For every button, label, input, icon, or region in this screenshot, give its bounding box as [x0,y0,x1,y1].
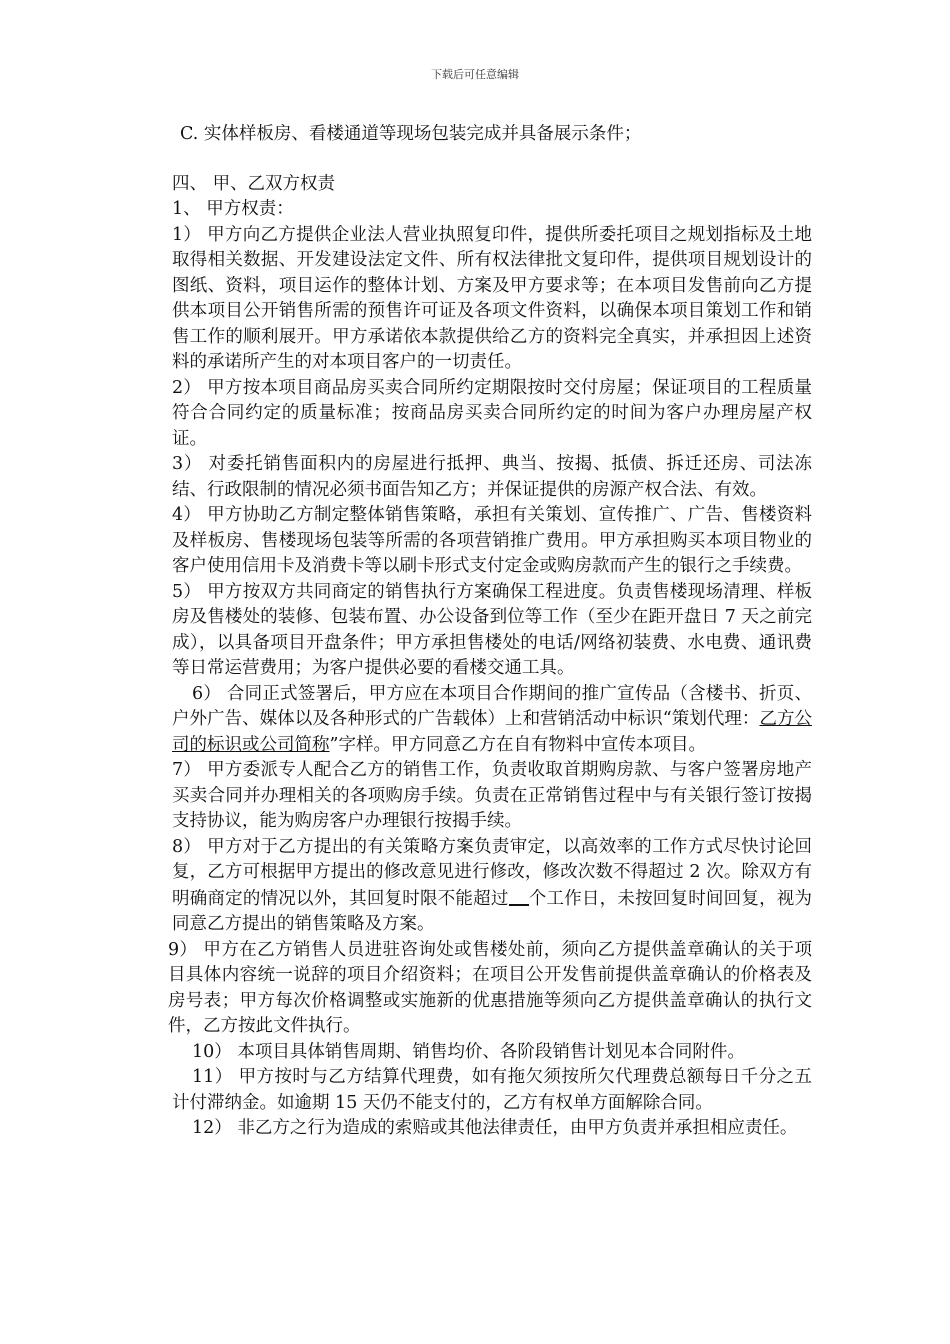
clause-6-text-a: 6） 合同正式签署后，甲方应在本项目合作期间的推广宣传品（含楼书、折页、户外广告、媒体以及各种形式的广告载体）上和营销活动中标识“策划代理： [172,683,812,729]
item-c: C. 实体样板房、看楼通道等现场包装完成并具备展示条件； [180,124,642,144]
clause-8-text-b: 个工作日，未按回复时间回复，视为同意乙方提出的销售策略及方案。 [172,888,813,934]
clause-3: 3） 对委托销售面积内的房屋进行抵押、典当、按揭、抵债、拆迁还房、司法冻结、行政限制的情况必须书面告知乙方；并保证提供的房源产权合法、有效。 [172,454,812,500]
clause-4: 4） 甲方协助乙方制定整体销售策略，承担有关策划、宣传推广、广告、售楼资料及样板房、售楼现场包装等所需的各项营销推广费用。甲方承担购买本项目物业的客户使用信用卡及消费卡等以刷卡形式支付定金或购房款而产生的银行之手续费。 [172,505,812,576]
clause-10: 10） 本项目具体销售周期、销售均价、各阶段销售计划见本合同附件。 [192,1041,745,1062]
clause-6-text-b: ”字样。甲方同意乙方在自有物料中宣传本项目。 [329,734,706,755]
agent-name-placeholder: 乙方公司的标识或公司简称 [172,709,812,755]
document-body [168,122,813,1142]
page-header: 下载后可任意编辑 [431,68,519,81]
clause-1: 1） 甲方向乙方提供企业法人营业执照复印件，提供所委托项目之规划指标及土地取得相关数据、开发建设法定文件、所有权法律批文复印件，提供项目规划设计的图纸、资料，项目运作的整体计划、方案及甲方要求等；在本项目发售前向乙方提供本项目公开销售所需的预售许可证及各项文件资料，以确保本项目策划工作和销售工作的顺利展开。甲方承诺依本款提供给乙方的资料完全真实，并承担因上述资料的承诺所产生的对本项目客户的一切责任。 [172,224,812,372]
clause-9: 9） 甲方在乙方销售人员进驻咨询处或售楼处前，须向乙方提供盖章确认的关于项目具体内容统一说辞的项目介绍资料；在项目公开发售前提供盖章确认的价格表及房号表；甲方每次价格调整或实施新的优惠措施等须向乙方提供盖章确认的执行文件，乙方按此文件执行。 [168,939,812,1036]
clause-5: 5） 甲方按双方共同商定的销售执行方案确保工程进度。负责售楼现场清理、样板房及售楼处的装修、包装布置、办公设备到位等工作（至少在距开盘日 7 天之前完成），以具备项目开盘条件；甲方承担售楼处的电话/网络初装费、水电费、通讯费等日常运营费用；为客户提供必要的看楼交通工具。 [172,581,812,678]
clause-7: 7） 甲方委派专人配合乙方的销售工作，负责收取首期购房款、与客户签署房地产买卖合同并办理相关的各项购房手续。负责在正常销售过程中与有关银行签订按揭支持协议，能为购房客户办理银行按揭手续。 [172,760,812,831]
clause-11: 11） 甲方按时与乙方结算代理费，如有拖欠须按所欠代理费总额每日千分之五计付滞纳金。如逾期 15 天仍不能支付的，乙方有权单方面解除合同。 [172,1067,812,1113]
section-4-title: 四、 甲、乙双方权责 [172,173,336,194]
clause-6 [172,682,812,759]
clause-2: 2） 甲方按本项目商品房买卖合同所约定期限按时交付房屋；保证项目的工程质量符合合同约定的质量标准；按商品房买卖合同所约定的时间为客户办理房屋产权证。 [172,377,812,449]
subsection-1-title: 1、 甲方权责： [172,199,294,219]
clause-8 [172,835,812,938]
clause-8-text-a: 8） 甲方对于乙方提出的有关策略方案负责审定，以高效率的工作方式尽快讨论回复，乙方可根据甲方提出的修改意见进行修改，修改次数不得超过 2 次。除双方有明确商定的情况以外，其回复时限不能超过 [172,836,812,909]
clause-12: 12） 非乙方之行为造成的索赔或其他法律责任，由甲方负责并承担相应责任。 [192,1118,798,1138]
spacer [172,148,812,172]
blank-underline [509,886,529,906]
